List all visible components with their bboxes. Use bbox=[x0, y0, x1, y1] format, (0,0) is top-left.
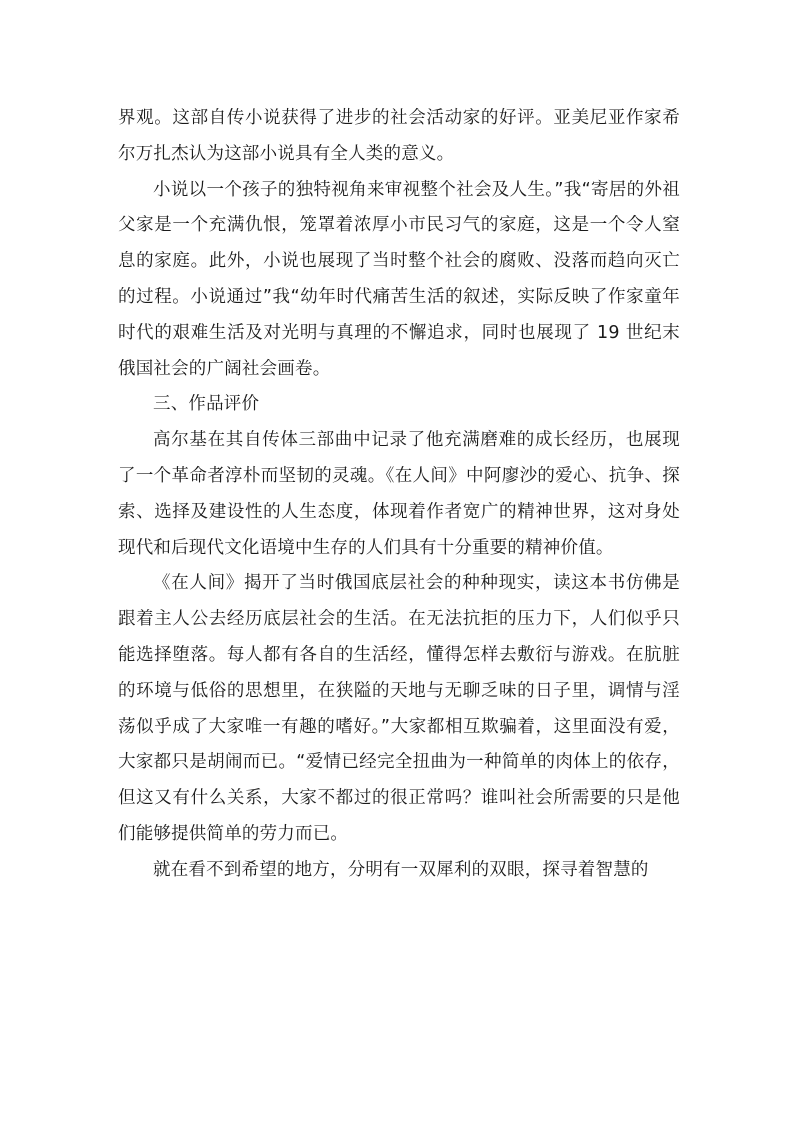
paragraph-5: 就在看不到希望的地方，分明有一双犀利的双眼，探寻着智慧的 bbox=[153, 859, 649, 880]
section-heading: 三、作品评价 bbox=[153, 394, 260, 415]
paragraph-2: 小说以一个孩子的独特视角来审视整个社会及人生。”我“寄居的外祖父家是一个充满仇恨，笼罩着浓厚小市民习气的家庭，这是一个令人窒息的家庭。此外，小说也展现了当时整个社会的腐败、没落而趋向灭亡的过程。小说通过”我“幼年时代痛苦生活的叙述，实际反映了作家童年时代的艰难生活及对光明与真理的不懈追求，同时也展现了 19 世纪末俄国社会的广阔社会画卷。 bbox=[118, 179, 680, 379]
paragraph-3: 高尔基在其自传体三部曲中记录了他充满磨难的成长经历，也展现了一个革命者淳朴而坚韧的灵魂。《在人间》中阿廖沙的爱心、抗争、探索、选择及建设性的人生态度，体现着作者宽广的精神世界，这对身处现代和后现代文化语境中生存的人们具有十分重要的精神价值。 bbox=[118, 430, 680, 558]
paragraph-1: 界观。这部自传小说获得了进步的社会活动家的好评。亚美尼亚作家希尔万扎杰认为这部小说具有全人类的意义。 bbox=[118, 108, 680, 164]
paragraph-4: 《在人间》揭开了当时俄国底层社会的种种现实，读这本书仿佛是跟着主人公去经历底层社会的生活。在无法抗拒的压力下，人们似乎只能选择堕落。每人都有各自的生活经，懂得怎样去敷衍与游戏。在肮脏的环境与低俗的思想里，在狭隘的天地与无聊乏味的日子里，调情与淫荡似乎成了大家唯一有趣的嗜好。”大家都相互欺骗着，这里面没有爱，大家都只是胡闹而已。“爱情已经完全扭曲为一种简单的肉体上的依存，但这又有什么关系，大家不都过的很正常吗？谁叫社会所需要的只是他们能够提供简单的劳力而已。 bbox=[118, 573, 680, 844]
document-body bbox=[118, 101, 680, 889]
